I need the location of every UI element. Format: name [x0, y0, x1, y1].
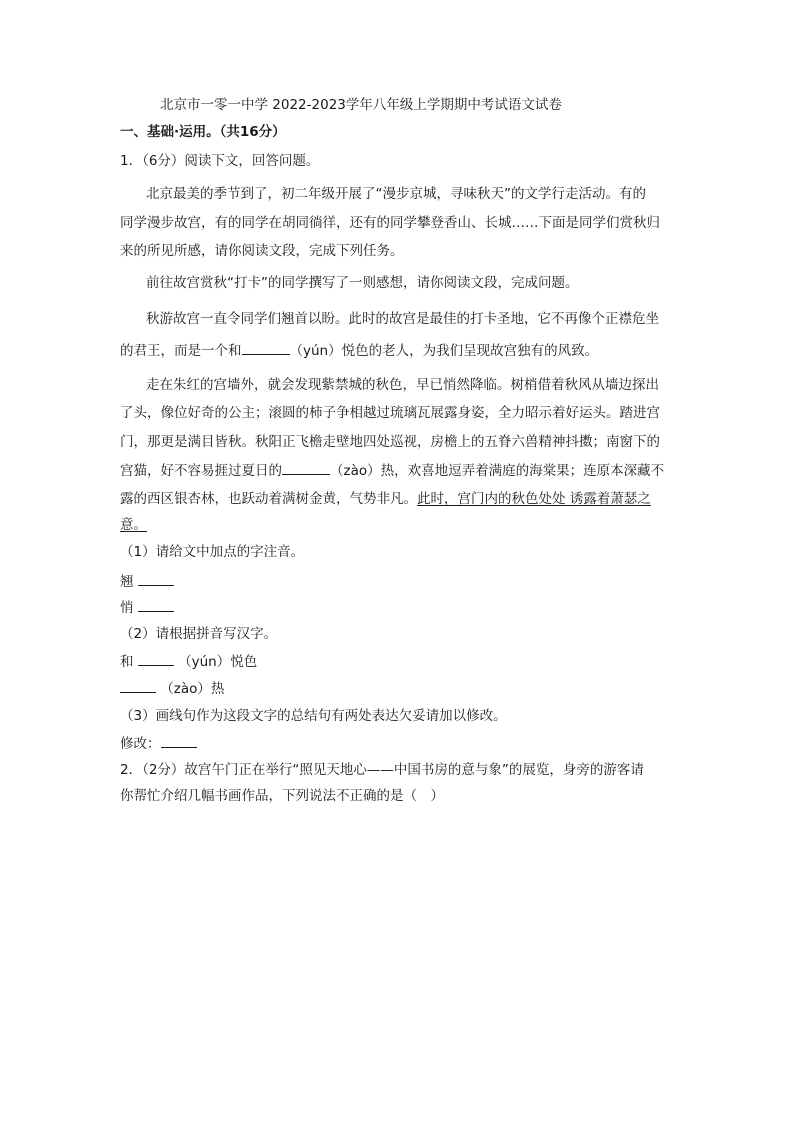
- subquestion-1-item-qiao2: [120, 598, 174, 617]
- passage-1-line-1: 北京最美的季节到了，初二年级开展了“漫步京城，寻味秋天”的文学行走活动。有的: [146, 186, 646, 202]
- passage-4-line-5: [120, 490, 651, 508]
- question-1-stem: 1．（6分）阅读下文，回答问题。: [120, 153, 320, 169]
- passage-3-line-2-part-2: （yún）悦色的老人，为我们呈现故宫独有的风致。: [289, 343, 599, 359]
- answer-blank-zao[interactable]: [120, 679, 156, 693]
- section-heading-basics: 一、基础·运用。（共16分）: [120, 124, 286, 140]
- underlined-sentence-end: 意。: [120, 517, 147, 533]
- passage-4-line-1: 走在朱红的宫墙外，就会发现紫禁城的秋色，早已悄然降临。树梢借着秋风从墙边探出: [146, 377, 659, 393]
- passage-4-line-4-part-1: 宫猫，好不容易捱过夏日的: [120, 463, 282, 479]
- subquestion-2-item-yun: [120, 652, 257, 671]
- underlined-sentence: 此时，宫门内的秋色处处 诱露着萧瑟之: [417, 491, 651, 507]
- answer-blank-qiao2[interactable]: [138, 598, 174, 612]
- passage-3-line-2: [120, 341, 598, 360]
- pinyin-zao-label: （zào）热: [160, 681, 225, 697]
- char-he: 和: [120, 654, 134, 670]
- passage-3-line-2-part-1: 的君王，而是一个和: [120, 343, 242, 359]
- exam-title: 北京市一零一中学 2022-2023学年八年级上学期期中考试语文试卷: [160, 97, 562, 113]
- subquestion-3-answer: [120, 734, 197, 753]
- passage-1-line-2: 同学漫步故宫，有的同学在胡同徜徉，还有的同学攀登香山、长城……下面是同学们赏秋归: [120, 215, 660, 231]
- passage-4-line-2: 了头，像位好奇的公主；滚圆的柿子争相越过琉璃瓦展露身姿，全力昭示着好运头。踏进宫: [120, 405, 660, 421]
- subquestion-3: （3）画线句作为这段文字的总结句有两处表达欠妥请加以修改。: [120, 708, 507, 724]
- char-qiao2: 悄: [120, 600, 134, 616]
- passage-2: 前往故宫赏秋“打卡”的同学撰写了一则感想，请你阅读文段，完成问题。: [146, 275, 579, 291]
- passage-4-line-4: [120, 461, 664, 480]
- passage-1-line-3: 来的所见所感，请你阅读文段，完成下列任务。: [120, 243, 404, 259]
- answer-blank-qiao[interactable]: [138, 572, 174, 586]
- subquestion-2: （2）请根据拼音写汉字。: [120, 626, 278, 642]
- question-2-line-2: 你帮忙介绍几幅书画作品，下列说法不正确的是（ ）: [120, 788, 444, 804]
- fill-blank-yun[interactable]: [242, 341, 290, 355]
- passage-4-line-3: 门，那更是满目皆秋。秋阳正飞檐走壁地四处巡视，房檐上的五脊六兽精神抖擞；南窗下的: [120, 434, 660, 450]
- pinyin-yun-label: （yún）悦色: [178, 654, 258, 670]
- answer-blank-revision[interactable]: [161, 734, 197, 748]
- char-qiao: 翘: [120, 574, 134, 590]
- passage-3-line-1: 秋游故宫一直令同学们翘首以盼。此时的故宫是最佳的打卡圣地，它不再像个正襟危坐: [146, 311, 659, 327]
- subquestion-1: （1）请给文中加点的字注音。: [120, 544, 305, 560]
- subquestion-2-item-zao: [120, 679, 224, 698]
- revision-label: 修改：: [120, 736, 161, 752]
- passage-4-line-5-part-1: 露的西区银杏林，也跃动着满树金黄，气势非凡。: [120, 491, 417, 507]
- passage-4-line-4-part-2: （zào）热，欢喜地逗弄着满庭的海棠果；连原本深藏不: [330, 463, 665, 479]
- fill-blank-zao[interactable]: [282, 461, 330, 475]
- subquestion-1-item-qiao: [120, 572, 174, 591]
- question-2-line-1: 2．（2分）故宫午门正在举行“照见天地心——中国书房的意与象”的展览，身旁的游客请: [120, 762, 644, 778]
- answer-blank-yun[interactable]: [138, 652, 174, 666]
